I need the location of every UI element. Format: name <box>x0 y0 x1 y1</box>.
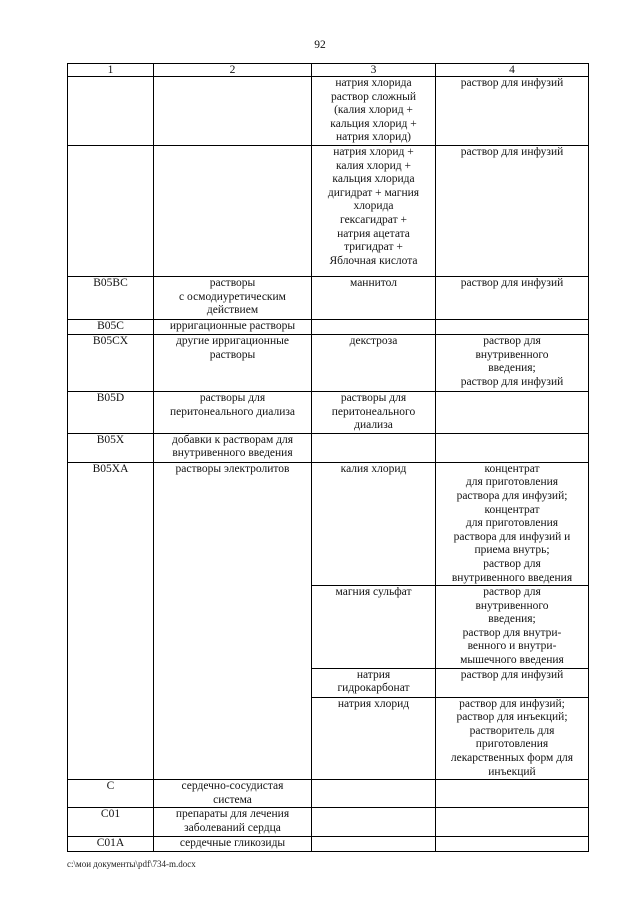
dosage-form-cell: концентрат для приготовления раствора для инфузий; концентрат для приготовления раствора для инфузий и приема внутрь; раствор для внутривенного введения <box>436 462 589 585</box>
substance-cell <box>312 319 436 334</box>
substance-cell: калия хлорид <box>312 462 436 585</box>
atc-code-cell: C <box>68 780 154 808</box>
substance-cell <box>312 433 436 462</box>
table-row <box>68 837 589 852</box>
atc-code-cell: C01A <box>68 837 154 852</box>
page-number: 92 <box>314 39 326 51</box>
dosage-form-cell: раствор для инфузий; раствор для инъекций; растворитель для приготовления лекарственных форм для инъекций <box>436 697 589 780</box>
dosage-form-cell: раствор для внутривенного введения; раствор для внутри- венного и внутри- мышечного введения <box>436 586 589 669</box>
group-name-cell <box>154 77 312 146</box>
atc-code-cell: C01 <box>68 808 154 837</box>
table-row <box>68 334 589 391</box>
group-name-cell: сердечные гликозиды <box>154 837 312 852</box>
dosage-form-cell <box>436 780 589 808</box>
column-header: 3 <box>312 64 436 77</box>
dosage-form-cell <box>436 319 589 334</box>
drug-classification-table <box>67 63 589 852</box>
substance-cell <box>312 808 436 837</box>
table-row <box>68 276 589 319</box>
group-name-cell: препараты для лечения заболеваний сердца <box>154 808 312 837</box>
atc-code-cell: B05CX <box>68 334 154 391</box>
dosage-form-cell <box>436 837 589 852</box>
group-name-cell: добавки к растворам для внутривенного введения <box>154 433 312 462</box>
substance-cell: натрия хлорид <box>312 697 436 780</box>
dosage-form-cell <box>436 808 589 837</box>
dosage-form-cell: раствор для инфузий <box>436 77 589 146</box>
dosage-form-cell: раствор для внутривенного введения; раствор для инфузий <box>436 334 589 391</box>
atc-code-cell: B05C <box>68 319 154 334</box>
group-name-cell: растворы электролитов <box>154 462 312 779</box>
dosage-form-cell: раствор для инфузий <box>436 668 589 697</box>
atc-code-cell <box>68 77 154 146</box>
document-path-footer: c:\мои документы\pdf\734-m.docx <box>67 859 196 869</box>
column-header: 2 <box>154 64 312 77</box>
group-name-cell: растворы с осмодиуретическим действием <box>154 276 312 319</box>
substance-cell <box>312 780 436 808</box>
substance-cell: натрия хлорида раствор сложный (калия хлорид + кальция хлорид + натрия хлорид) <box>312 77 436 146</box>
atc-code-cell: B05BC <box>68 276 154 319</box>
table-header-row <box>68 64 589 77</box>
column-header: 1 <box>68 64 154 77</box>
table-row <box>68 462 589 585</box>
dosage-form-cell: раствор для инфузий <box>436 276 589 319</box>
substance-cell: декстроза <box>312 334 436 391</box>
group-name-cell: ирригационные растворы <box>154 319 312 334</box>
group-name-cell <box>154 145 312 276</box>
atc-code-cell: B05X <box>68 433 154 462</box>
table-row <box>68 433 589 462</box>
table-row <box>68 319 589 334</box>
table-row <box>68 780 589 808</box>
atc-code-cell: B05D <box>68 391 154 433</box>
substance-cell: натрия хлорид + калия хлорид + кальция хлорида дигидрат + магния хлорида гексагидрат + натрия ацетата тригидрат + Яблочная кислота <box>312 145 436 276</box>
table-row <box>68 145 589 276</box>
column-header: 4 <box>436 64 589 77</box>
group-name-cell: сердечно-сосудистая система <box>154 780 312 808</box>
substance-cell: маннитол <box>312 276 436 319</box>
substance-cell: растворы для перитонеального диализа <box>312 391 436 433</box>
table-row <box>68 808 589 837</box>
substance-cell: натрия гидрокарбонат <box>312 668 436 697</box>
substance-cell <box>312 837 436 852</box>
substance-cell: магния сульфат <box>312 586 436 669</box>
dosage-form-cell: раствор для инфузий <box>436 145 589 276</box>
table-row <box>68 77 589 146</box>
table-row <box>68 391 589 433</box>
dosage-form-cell <box>436 391 589 433</box>
atc-code-cell: B05XA <box>68 462 154 779</box>
atc-code-cell <box>68 145 154 276</box>
dosage-form-cell <box>436 433 589 462</box>
group-name-cell: другие ирригационные растворы <box>154 334 312 391</box>
group-name-cell: растворы для перитонеального диализа <box>154 391 312 433</box>
